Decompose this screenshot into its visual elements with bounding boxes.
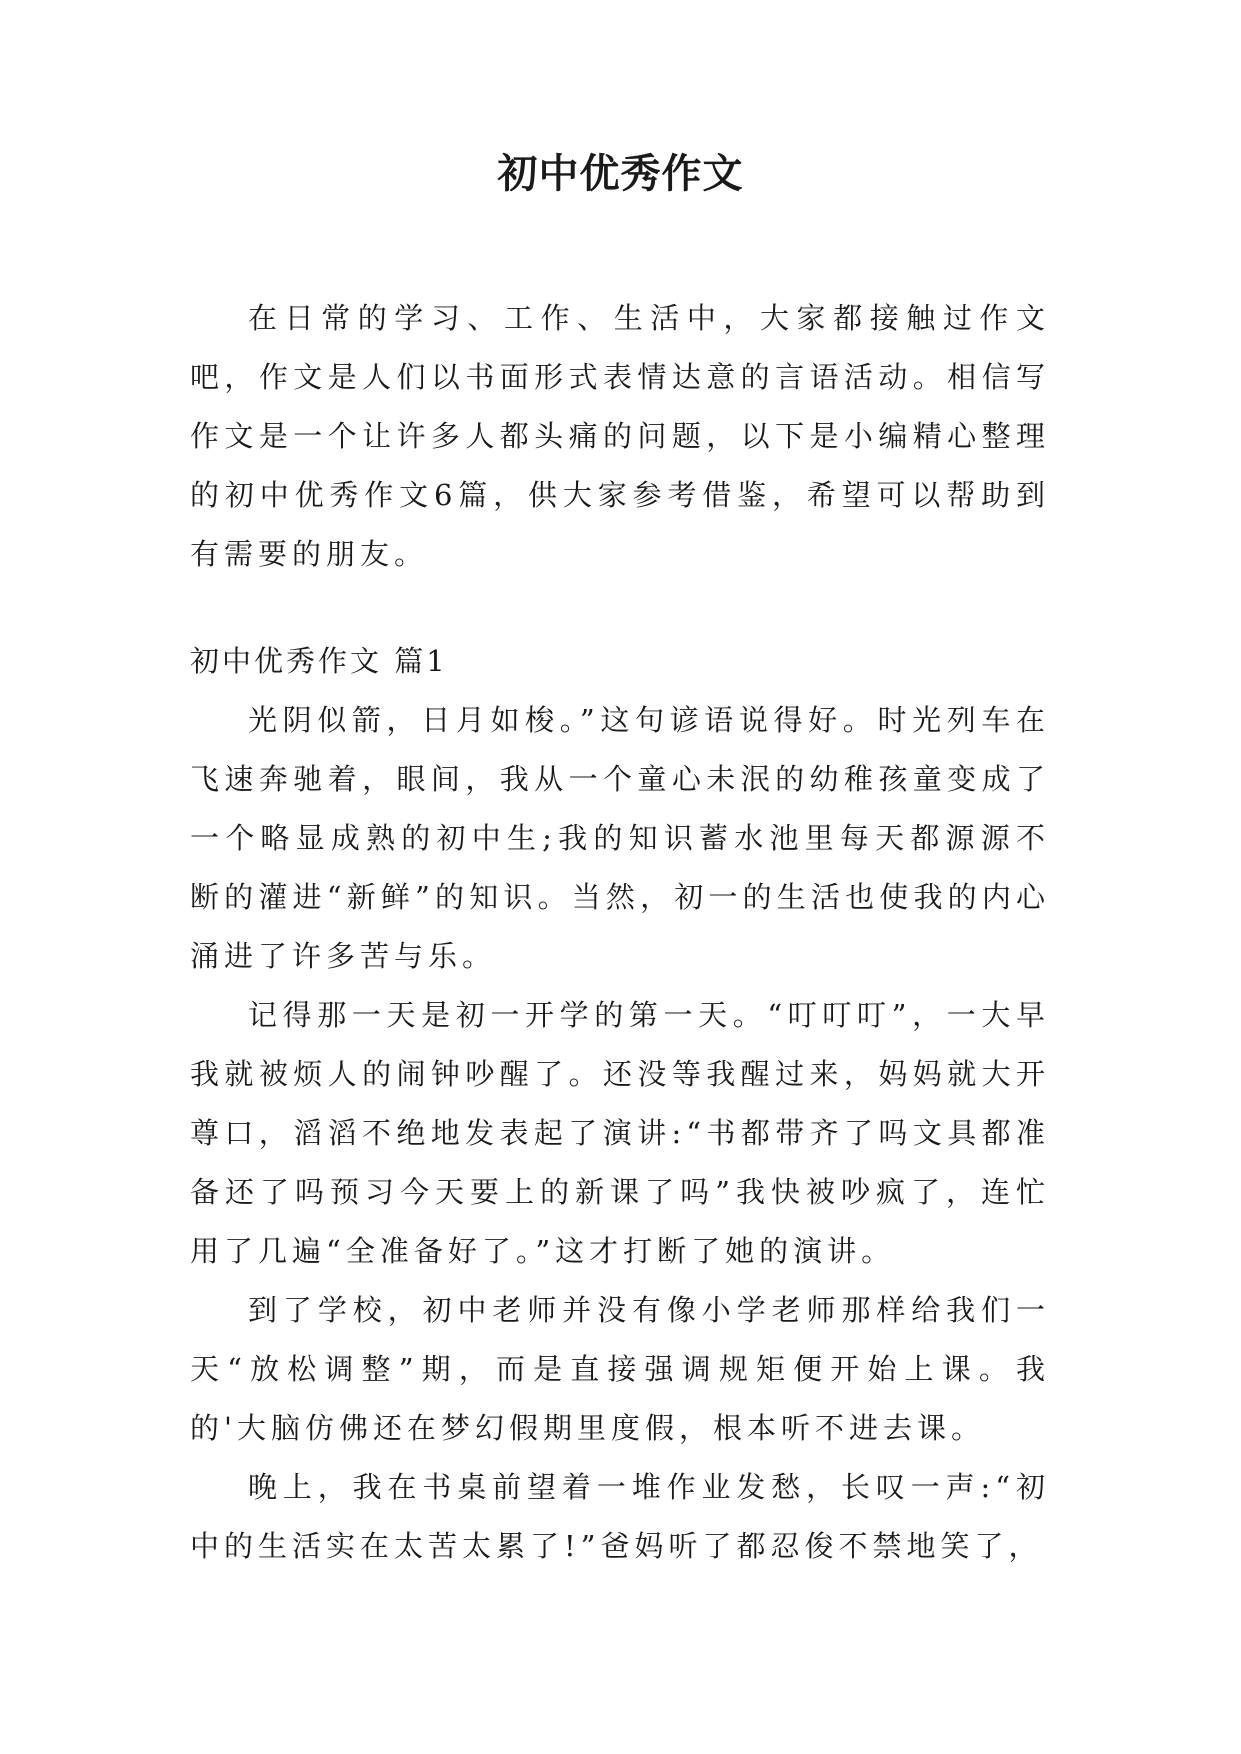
essay-paragraph: 光阴似箭，日月如梭。”这句谚语说得好。时光列车在飞速奔驰着，眼间，我从一个童心未泯的幼稚孩童变成了一个略显成熟的初中生;我的知识蓄水池里每天都源源不断的灌进“新鲜”的知识。当然，初一的生活也使我的内心涌进了许多苦与乐。 <box>190 703 1050 973</box>
essay-section <box>190 632 1050 1576</box>
essay-paragraph: 晚上，我在书桌前望着一堆作业发愁，长叹一声:“初中的生活实在太苦太累了!”爸妈听了都忍俊不禁地笑了， <box>190 1470 1050 1563</box>
intro-block <box>190 289 1050 584</box>
intro-paragraph: 在日常的学习、工作、生活中，大家都接触过作文吧，作文是人们以书面形式表情达意的言语活动。相信写作文是一个让许多人都头痛的问题，以下是小编精心整理的初中优秀作文6篇，供大家参考借鉴，希望可以帮助到有需要的朋友。 <box>190 301 1050 571</box>
essay-paragraph: 到了学校，初中老师并没有像小学老师那样给我们一天“放松调整”期，而是直接强调规矩便开始上课。我的'大脑仿佛还在梦幻假期里度假，根本听不进去课。 <box>190 1293 1050 1445</box>
essay-paragraph: 记得那一天是初一开学的第一天。“叮叮叮”，一大早我就被烦人的闹钟吵醒了。还没等我醒过来，妈妈就大开尊口，滔滔不绝地发表起了演讲:“书都带齐了吗文具都准备还了吗预习今天要上的新课了吗”我快被吵疯了，连忙用了几遍“全准备好了。”这才打断了她的演讲。 <box>190 998 1050 1268</box>
document-title: 初中优秀作文 <box>497 150 744 197</box>
section-heading: 初中优秀作文 篇1 <box>190 644 448 678</box>
